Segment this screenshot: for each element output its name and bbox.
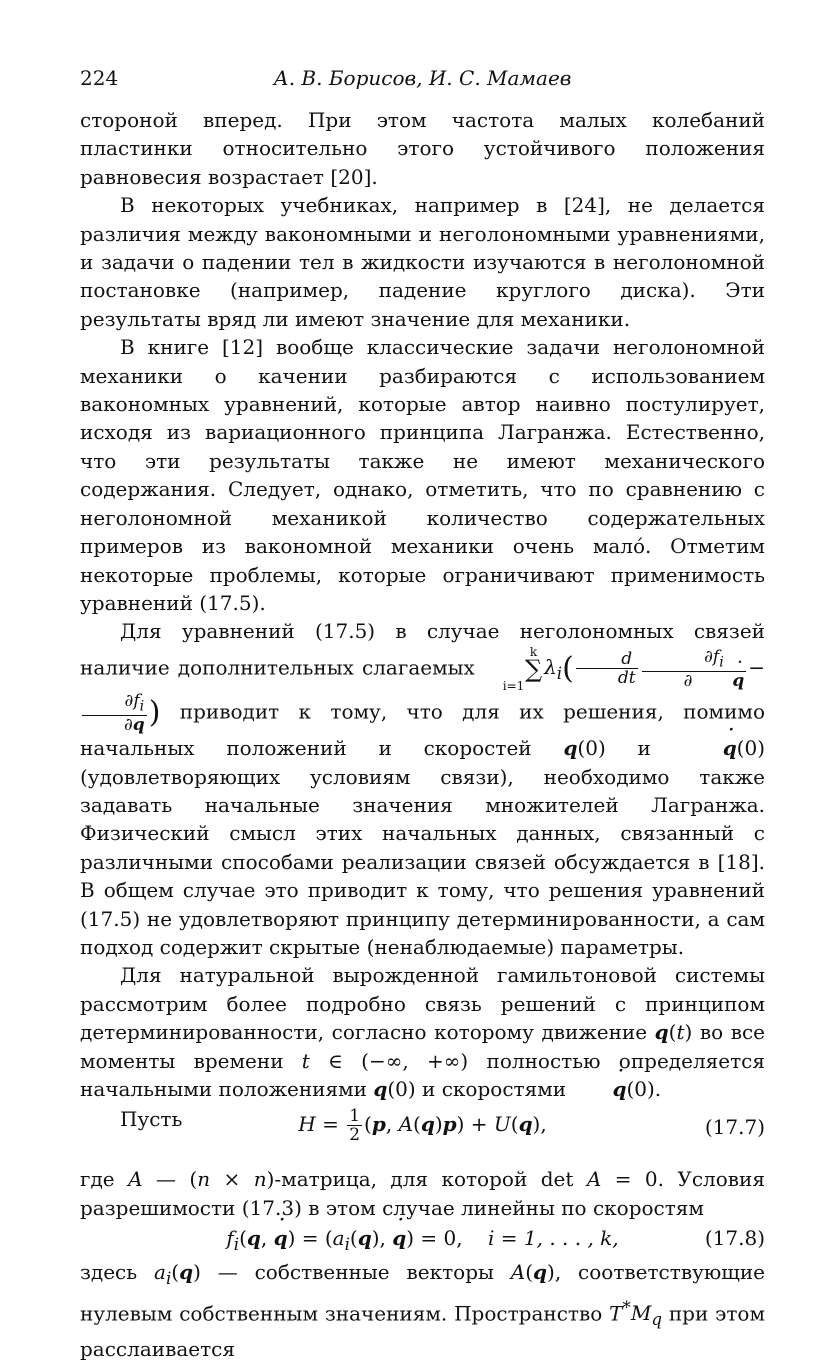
page-number: 224 (80, 66, 119, 90)
fraction: $\frac{\partial f_i}{\partial q}$ ˙ (642, 648, 747, 690)
paragraph-text: приводит к тому, что для их решения, помимо начальных положений и скоростей (80, 699, 765, 761)
equation-17-7 (80, 1103, 765, 1165)
paragraph: В книге [12] вообще классические задачи неголономной механики о качении разбираются с использованием вакономных уравнений, которые автор наивно постулирует, исходя из вариационного принципа Лагранжа. Естественно, что эти результаты также не имеют механического содержания. Следует, однако, отметить, что по сравнению с неголономной механикой количество содержательных примеров из вакономной механики очень мало́. Отметим некоторые проблемы, которые ограничивают применимость уравнений (17.5). (80, 335, 765, 615)
index-range: i = 1, . . . , k, (488, 1226, 619, 1251)
paragraph-text: при этом расслаивается (80, 1301, 766, 1361)
equation-17-8 (80, 1222, 765, 1258)
paragraph-with-formula: Для уравнений (17.5) в случае неголономных связей наличие дополнительных слагаемых k ∑ $i=1\lambda_i$( $\frac{d}{dt}$ $\frac{\partial f_i}{\partial q}$ ˙ − $\frac{\partial f_i}{\partial q}$ ) приводит к тому, что для их решения, помимо начальных положений и скоростей q(0) и q ˙(0) (удовлетворяющих условиям связи), необходимо также задавать начальные значения множителей Лагранжа. Физический смысл этих начальных данных, связанный с различными способами реализации связей обсуждается в [18]. В общем случае это приводит к тому, что решения уравнений (17.5) не удовлетворяют принципу детерминированности, а сам подход содержит скрытые (ненаблюдаемые) параметры. (80, 617, 765, 961)
paragraph-text: Для уравнений (17.5) в случае неголономных связей наличие дополнительных слагаемых (80, 619, 765, 680)
fraction: $\frac{1}{2}$ (349, 1106, 361, 1146)
equation-body: H = $\frac{1}{2}$ (p, A(q)p) + U(q), (298, 1106, 547, 1146)
paragraph-text: Пусть (120, 1107, 183, 1132)
body-text (80, 106, 765, 1363)
running-header (80, 66, 765, 92)
equation-number: (17.7) (704, 1115, 765, 1140)
paragraph-text: полностью определяется начальными положениями (80, 1048, 765, 1101)
paragraph-with-formula: здесь $a_i(q)$ — собственные векторы A(q), соответствующие нулевым собственным значениям. Пространство $T^*M_q$ при этом расслаивается (80, 1260, 766, 1361)
paragraph-text: здесь (80, 1260, 138, 1285)
paragraph-text: где (80, 1167, 115, 1192)
paragraph-text: — собственные векторы (217, 1260, 494, 1285)
paragraph-text: -матрица, для которой (274, 1167, 528, 1192)
equation-body: $f_i(q$, q ˙) = ($a_i(q)$, q ˙) = 0, i = 1, . . . , k, (80, 1224, 765, 1259)
paragraph-text: . Условия разрешимости (17.3) в этом случае линейны по скоростям (80, 1167, 765, 1220)
paragraph-with-formula: где A — (n × n)-матрица, для которой det A = 0. Условия разрешимости (17.3) в этом случае линейны по скоростям (80, 1167, 765, 1220)
fraction: $\frac{d}{dt}$ (576, 650, 638, 687)
paragraph-text: (удовлетворяющих условиям связи), необходимо также задавать начальные значения множителей Лагранжа. Физический смысл этих начальных данных, связанный с различными способами реализации связей обсуждается в [18]. В общем случае это приводит к тому, что решения уравнений (17.5) не удовлетворяют принципу детерминированности, а сам подход содержит скрытые (ненаблюдаемые) параметры. (80, 764, 765, 959)
paragraph: В некоторых учебниках, например в [24], не делается различия между вакономными и неголономными уравнениями, и задачи о падении тел в жидкости изучаются в неголономной постановке (например, падение круглого диска). Эти результаты вряд ли имеют значение для механики. (80, 193, 765, 331)
paragraph-text: Для натуральной вырожденной гамильтоновой системы рассмотрим более подробно связь решений с принципом детерминированности, согласно которому движение (80, 963, 765, 1045)
paragraph-with-formula: Для натуральной вырожденной гамильтоновой системы рассмотрим более подробно связь решений с принципом детерминированности, согласно которому движение q(t) во все моменты времени t ∈ (−∞, +∞) полностью определяется начальными положениями q(0) и скоростями q ˙(0). (80, 961, 765, 1103)
running-head-authors: А. В. Борисов, И. С. Мамаев (273, 66, 572, 90)
paragraph-text: во все моменты времени (80, 1020, 765, 1073)
equation-number: (17.8) (704, 1226, 765, 1251)
paragraph-text: , соответствующие нулевым собственным значениям. Пространство (80, 1260, 766, 1326)
paragraph-text: и скоростями (422, 1076, 567, 1101)
fraction: $\frac{\partial f_i}{\partial q}$ (82, 692, 147, 734)
summation-sign: k ∑ i=1 (502, 644, 543, 693)
paragraph: стороной вперед. При этом частота малых колебаний пластинки относительно этого устойчивого положения равновесия возрастает [20]. (80, 108, 765, 189)
